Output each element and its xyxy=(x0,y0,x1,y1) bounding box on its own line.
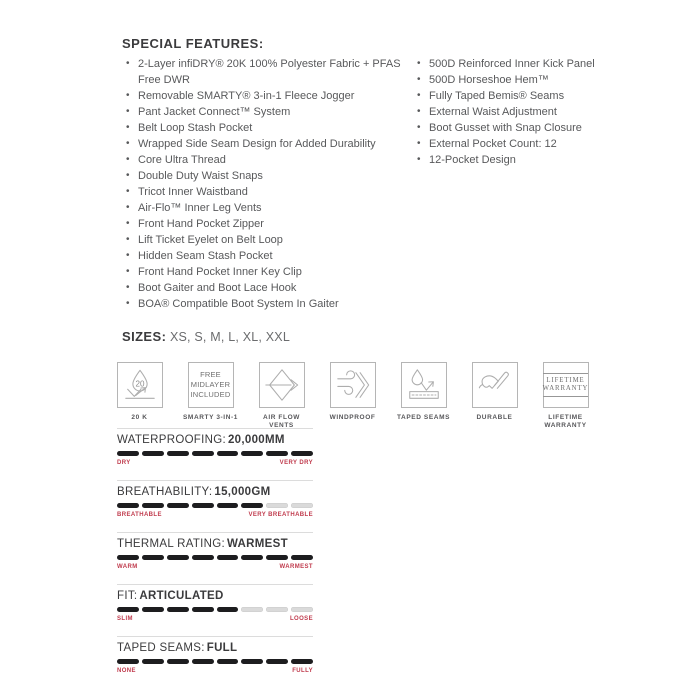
badge-taped-seams-label: TAPED SEAMS xyxy=(396,414,451,421)
feature-text: Removable SMARTY® 3-in-1 Fleece Jogger xyxy=(138,90,355,102)
bullet-icon: • xyxy=(126,106,130,117)
feature-item xyxy=(413,72,693,88)
feature-text: Wrapped Side Seam Design for Added Durability xyxy=(138,138,376,150)
segment-filled xyxy=(142,503,164,508)
scale-max-label: VERY DRY xyxy=(279,460,313,466)
bullet-icon: • xyxy=(126,186,130,197)
bullet-icon: • xyxy=(417,90,421,101)
bullet-icon: • xyxy=(417,122,421,133)
feature-text: Tricot Inner Waistband xyxy=(138,186,248,198)
rating-section-waterproofing xyxy=(117,428,313,467)
segment-empty xyxy=(266,607,288,612)
badge-windproof xyxy=(317,362,388,430)
bullet-icon: • xyxy=(126,154,130,165)
rating-section-thermal xyxy=(117,532,313,571)
lifetime-warranty-icon xyxy=(543,362,589,408)
segment-filled xyxy=(217,659,239,664)
windproof-icon xyxy=(330,362,376,408)
sizes-line xyxy=(122,329,290,344)
bullet-icon: • xyxy=(126,138,130,149)
rating-bar xyxy=(117,555,313,560)
bullet-icon: • xyxy=(126,282,130,293)
segment-empty xyxy=(241,607,263,612)
free-midlayer-icon xyxy=(188,362,234,408)
feature-text: Boot Gaiter and Boot Lace Hook xyxy=(138,282,297,294)
rating-bar xyxy=(117,503,313,508)
rating-heading: WATERPROOFING: 20,000MM xyxy=(117,434,285,446)
feature-text: Fully Taped Bemis® Seams xyxy=(429,90,565,102)
bullet-icon: • xyxy=(126,170,130,181)
rating-section-fit xyxy=(117,584,313,623)
bullet-icon: • xyxy=(126,234,130,245)
scale-min-label: BREATHABLE xyxy=(117,512,162,518)
rating-scale xyxy=(117,564,313,570)
feature-item xyxy=(122,216,414,232)
taped-seams-icon xyxy=(401,362,447,408)
segment-filled xyxy=(192,659,214,664)
badge-windproof-label: WINDPROOF xyxy=(329,414,376,421)
segment-filled xyxy=(217,607,239,612)
segment-filled xyxy=(167,659,189,664)
segment-filled xyxy=(142,659,164,664)
feature-badges-row xyxy=(104,362,601,430)
segment-filled xyxy=(291,451,313,456)
scale-min-label: NONE xyxy=(117,668,136,674)
scale-max-label: WARMEST xyxy=(279,564,313,570)
scale-min-label: SLIM xyxy=(117,616,133,622)
rating-section-breathability xyxy=(117,480,313,519)
badge-20k-label: 20 K xyxy=(131,414,148,421)
feature-item xyxy=(122,296,414,312)
bullet-icon: • xyxy=(417,154,421,165)
bullet-icon: • xyxy=(126,58,130,69)
segment-filled xyxy=(192,503,214,508)
scale-max-label: LOOSE xyxy=(289,616,313,622)
bullet-icon: • xyxy=(417,58,421,69)
segment-filled xyxy=(291,659,313,664)
feature-item xyxy=(122,136,414,152)
segment-filled xyxy=(266,659,288,664)
badge-taped-seams xyxy=(388,362,459,430)
features-right-column xyxy=(413,56,693,168)
sizes-label: SIZES: xyxy=(122,329,167,344)
feature-item xyxy=(122,120,414,136)
segment-filled xyxy=(142,607,164,612)
bullet-icon: • xyxy=(417,74,421,85)
segment-filled xyxy=(167,503,189,508)
bullet-icon: • xyxy=(126,266,130,277)
bullet-icon: • xyxy=(417,106,421,117)
feature-item xyxy=(122,184,414,200)
rating-heading: BREATHABILITY: 15,000GM xyxy=(117,486,271,498)
badge-20k xyxy=(104,362,175,430)
segment-filled xyxy=(192,555,214,560)
feature-text: Hidden Seam Stash Pocket xyxy=(138,250,273,262)
sizes-value: XS, S, M, L, XL, XXL xyxy=(166,330,290,344)
feature-item xyxy=(122,248,414,264)
segment-filled xyxy=(117,451,139,456)
feature-item xyxy=(413,152,693,168)
segment-filled xyxy=(241,659,263,664)
feature-text: Lift Ticket Eyelet on Belt Loop xyxy=(138,234,283,246)
segment-filled xyxy=(192,607,214,612)
feature-text: 12-Pocket Design xyxy=(429,154,516,166)
scale-max-label: VERY BREATHABLE xyxy=(248,512,313,518)
badge-lifetime xyxy=(530,362,601,430)
feature-item xyxy=(122,88,414,104)
rating-scale xyxy=(117,460,313,466)
feature-text: Front Hand Pocket Inner Key Clip xyxy=(138,266,302,278)
rating-heading: FIT: ARTICULATED xyxy=(117,590,224,602)
feature-item xyxy=(122,104,414,120)
rating-heading: TAPED SEAMS: FULL xyxy=(117,642,238,654)
segment-filled xyxy=(117,503,139,508)
feature-text: Core Ultra Thread xyxy=(138,154,226,166)
badge-midlayer-label: SMARTY 3-IN-1 xyxy=(183,414,238,421)
segment-filled xyxy=(167,451,189,456)
rating-heading: THERMAL RATING: WARMEST xyxy=(117,538,288,550)
feature-item xyxy=(122,232,414,248)
durable-hammer-icon xyxy=(472,362,518,408)
segment-filled xyxy=(217,503,239,508)
feature-item xyxy=(122,280,414,296)
segment-filled xyxy=(217,451,239,456)
feature-text: External Waist Adjustment xyxy=(429,106,557,118)
segment-filled xyxy=(266,555,288,560)
bullet-icon: • xyxy=(417,138,421,149)
segment-filled xyxy=(142,555,164,560)
feature-text: Air-Flo™ Inner Leg Vents xyxy=(138,202,262,214)
bullet-icon: • xyxy=(126,202,130,213)
rating-scale xyxy=(117,616,313,622)
feature-item xyxy=(413,104,693,120)
feature-item xyxy=(413,88,693,104)
feature-item xyxy=(413,120,693,136)
feature-item xyxy=(122,200,414,216)
rating-bar xyxy=(117,659,313,664)
rating-section-taped-seams xyxy=(117,636,313,675)
ratings-panel xyxy=(117,428,313,688)
segment-filled xyxy=(241,503,263,508)
segment-filled xyxy=(241,451,263,456)
segment-filled xyxy=(291,555,313,560)
segment-filled xyxy=(142,451,164,456)
feature-text: BOA® Compatible Boot System In Gaiter xyxy=(138,298,339,310)
bullet-icon: • xyxy=(126,90,130,101)
feature-item xyxy=(413,56,693,72)
features-left-column xyxy=(122,56,414,312)
scale-min-label: WARM xyxy=(117,564,138,570)
bullet-icon: • xyxy=(126,218,130,229)
segment-filled xyxy=(117,607,139,612)
badge-lifetime-label: LIFETIME WARRANTY xyxy=(544,414,587,429)
badge-airflow-label: AIR FLOW VENTS xyxy=(263,414,300,429)
feature-text: Front Hand Pocket Zipper xyxy=(138,218,264,230)
rating-scale xyxy=(117,668,313,674)
feature-text: Boot Gusset with Snap Closure xyxy=(429,122,582,134)
lifetime-warranty-stamp-text: LIFETIME WARRANTY xyxy=(543,373,589,397)
scale-min-label: DRY xyxy=(117,460,131,466)
feature-text: 500D Reinforced Inner Kick Panel xyxy=(429,58,595,70)
segment-filled xyxy=(167,607,189,612)
segment-filled xyxy=(192,451,214,456)
bullet-icon: • xyxy=(126,122,130,133)
badge-airflow xyxy=(246,362,317,430)
waterproof-20k-icon xyxy=(117,362,163,408)
badge-durable-label: DURABLE xyxy=(476,414,513,421)
special-features-heading: SPECIAL FEATURES: xyxy=(122,36,264,51)
feature-text: 500D Horseshoe Hem™ xyxy=(429,74,549,86)
feature-item xyxy=(122,264,414,280)
badge-midlayer xyxy=(175,362,246,430)
feature-text: Belt Loop Stash Pocket xyxy=(138,122,253,134)
feature-text: Pant Jacket Connect™ System xyxy=(138,106,291,118)
feature-item xyxy=(122,56,414,88)
segment-empty xyxy=(266,503,288,508)
feature-item xyxy=(122,168,414,184)
scale-max-label: FULLY xyxy=(292,668,313,674)
rating-bar xyxy=(117,607,313,612)
segment-empty xyxy=(291,503,313,508)
feature-item xyxy=(122,152,414,168)
feature-item xyxy=(413,136,693,152)
bullet-icon: • xyxy=(126,250,130,261)
segment-filled xyxy=(266,451,288,456)
segment-filled xyxy=(117,659,139,664)
badge-durable xyxy=(459,362,530,430)
segment-empty xyxy=(291,607,313,612)
rating-scale xyxy=(117,512,313,518)
feature-text: Double Duty Waist Snaps xyxy=(138,170,263,182)
svg-text:20: 20 xyxy=(135,379,144,389)
feature-text: External Pocket Count: 12 xyxy=(429,138,557,150)
segment-filled xyxy=(241,555,263,560)
feature-text: 2-Layer infiDRY® 20K 100% Polyester Fabric + PFAS Free DWR xyxy=(138,58,401,86)
segment-filled xyxy=(217,555,239,560)
air-flow-vents-icon xyxy=(259,362,305,408)
free-midlayer-text: FREE MIDLAYER INCLUDED xyxy=(190,370,231,399)
rating-bar xyxy=(117,451,313,456)
segment-filled xyxy=(117,555,139,560)
segment-filled xyxy=(167,555,189,560)
bullet-icon: • xyxy=(126,298,130,309)
